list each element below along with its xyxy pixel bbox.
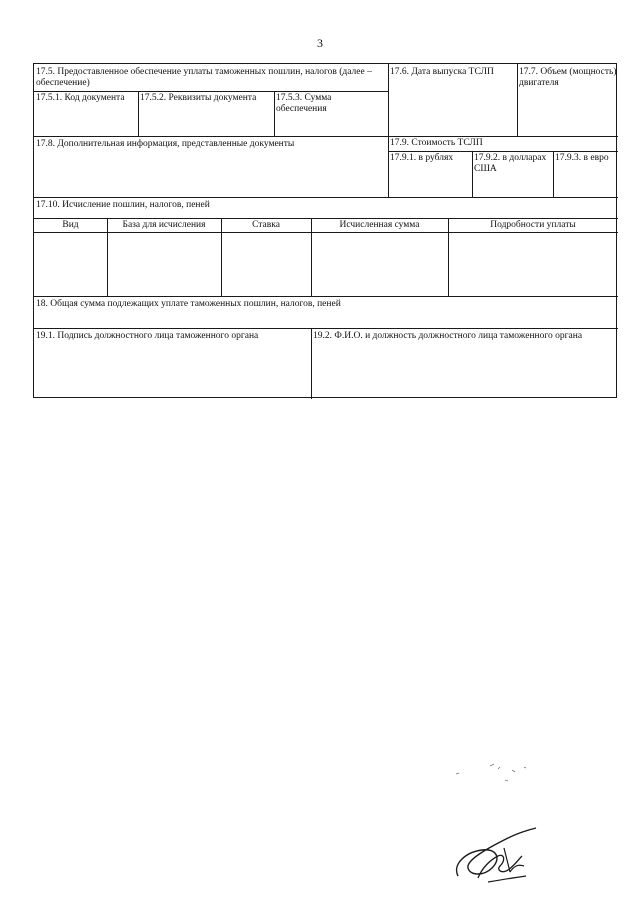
field-17-6-label: 17.6. Дата выпуска ТСЛП: [390, 67, 494, 77]
column-header: База для исчисления: [122, 220, 206, 230]
column-header: Исчисленная сумма: [339, 220, 420, 230]
divider: [34, 218, 618, 219]
field-17-10-label: 17.10. Исчисление пошлин, налогов, пеней: [36, 200, 210, 210]
divider: [34, 197, 618, 198]
field-17-5-1-label: 17.5.1. Код документа: [36, 93, 125, 103]
divider: [138, 91, 139, 136]
field-17-9-2-label: 17.9.2. в долларах США: [474, 153, 547, 174]
divider: [34, 136, 618, 137]
column-header: Ставка: [252, 220, 280, 230]
field-17-5-3-label: 17.5.3. Сумма обеспечения: [276, 93, 332, 114]
divider: [34, 296, 618, 297]
page-number: 3: [317, 36, 323, 50]
field-17-5-2-label: 17.5.2. Реквизиты документа: [140, 93, 257, 103]
field-18-label: 18. Общая сумма подлежащих уплате таможенных пошлин, налогов, пеней: [36, 299, 341, 309]
divider: [311, 328, 312, 399]
field-19-2-label: 19.2. Ф.И.О. и должность должностного лица таможенного органа: [313, 331, 583, 341]
field-17-8-label: 17.8. Дополнительная информация, представленные документы: [36, 139, 295, 149]
field-17-9-3-label: 17.9.3. в евро: [555, 153, 609, 163]
column-header: Вид: [62, 220, 79, 230]
divider: [553, 151, 554, 197]
divider: [34, 328, 618, 329]
divider: [34, 232, 618, 233]
handwritten-signature: [448, 820, 548, 890]
divider: [517, 64, 518, 136]
field-17-9-1-label: 17.9.1. в рублях: [390, 153, 454, 163]
field-19-1-label: 19.1. Подпись должностного лица таможенного органа: [36, 331, 259, 341]
field-17-9-label: 17.9. Стоимость ТСЛП: [390, 138, 483, 148]
divider: [472, 151, 473, 197]
column-header: Подробности уплаты: [490, 220, 576, 230]
field-17-5-label: 17.5. Предоставленное обеспечение уплаты таможенных пошлин, налогов (далее – обеспечение): [36, 67, 372, 88]
divider: [274, 91, 275, 136]
scan-marks: [450, 760, 540, 790]
divider: [388, 151, 618, 152]
customs-form-table: [33, 63, 617, 398]
divider: [388, 64, 389, 197]
field-17-7-label: 17.7. Объем (мощность) двигателя: [519, 67, 617, 88]
divider: [34, 91, 388, 92]
